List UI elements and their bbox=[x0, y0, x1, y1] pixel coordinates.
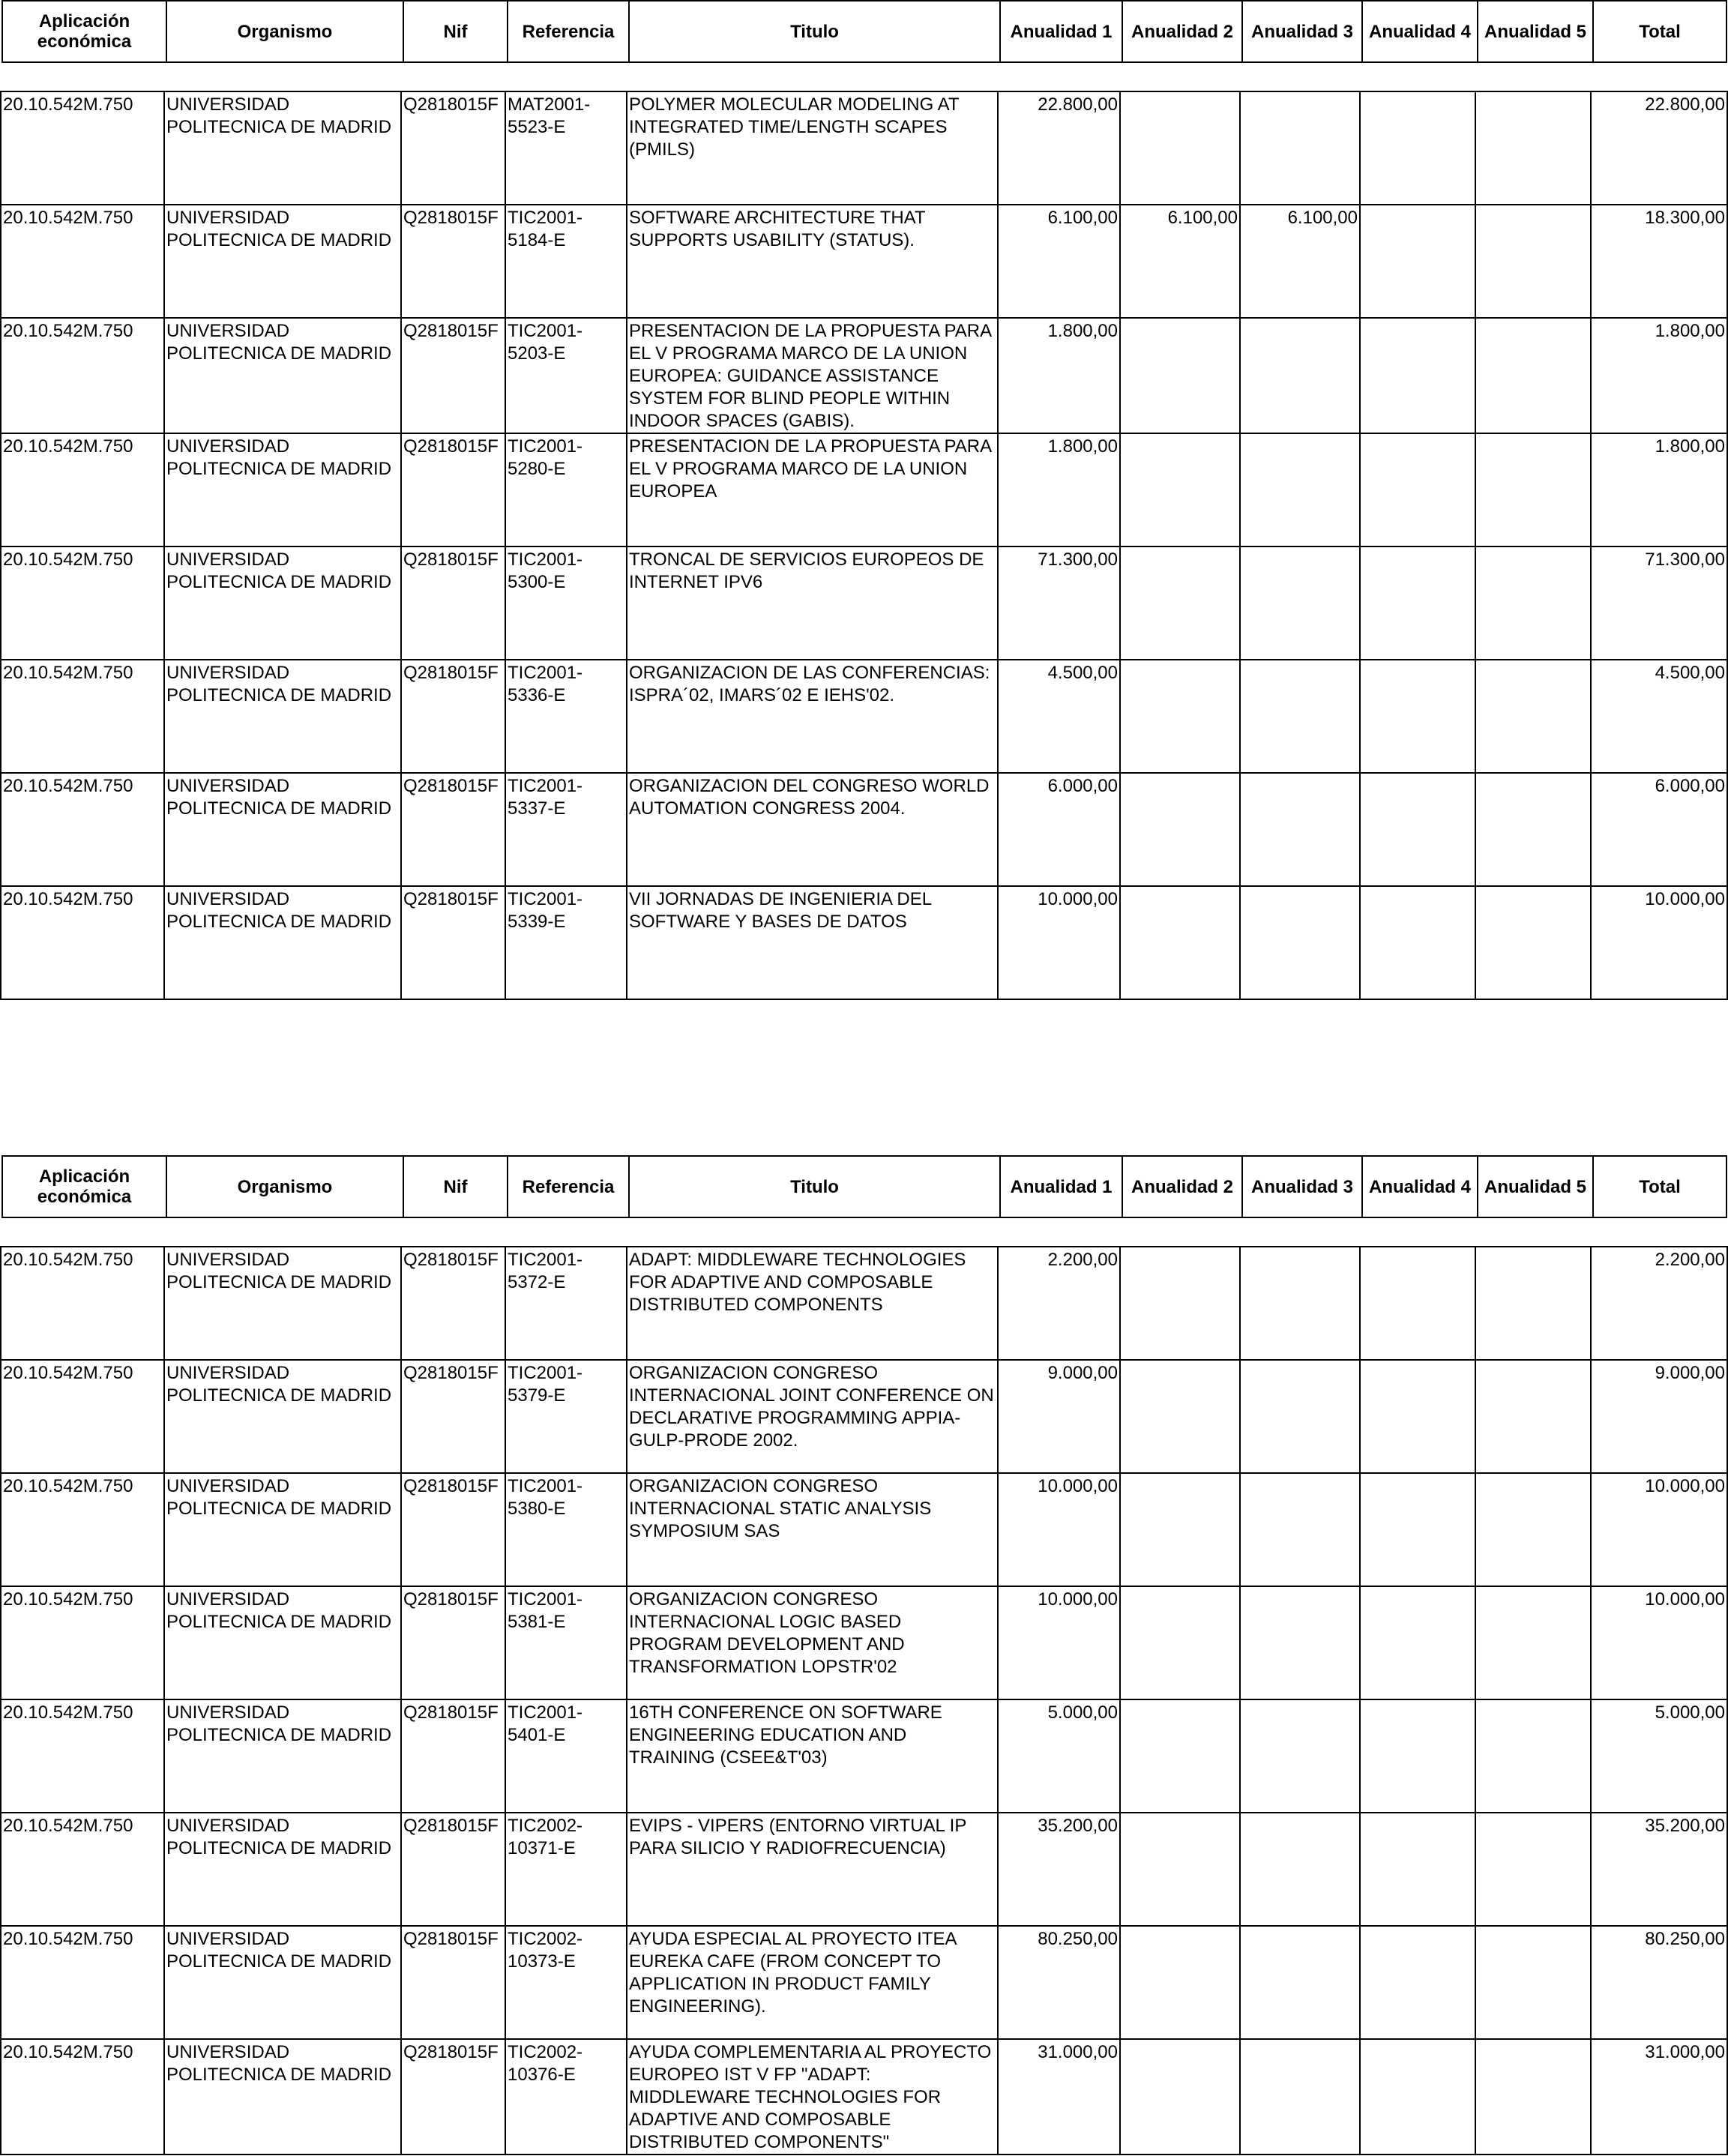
cell-anualidad-2 bbox=[1120, 433, 1240, 546]
cell-aplicacion: 20.10.542M.750 bbox=[1, 2039, 164, 2155]
cell-aplicacion: 20.10.542M.750 bbox=[1, 318, 164, 433]
header-aplicacion: Aplicación económica bbox=[2, 1, 166, 62]
cell-nif: Q2818015F bbox=[401, 1699, 505, 1813]
cell-organismo: UNIVERSIDAD POLITECNICA DE MADRID bbox=[164, 2039, 401, 2155]
cell-anualidad-3 bbox=[1240, 2039, 1360, 2155]
cell-anualidad-1: 5.000,00 bbox=[998, 1699, 1120, 1813]
cell-anualidad-4 bbox=[1360, 1926, 1475, 2039]
cell-aplicacion: 20.10.542M.750 bbox=[1, 205, 164, 318]
cell-anualidad-3 bbox=[1240, 91, 1360, 205]
cell-organismo: UNIVERSIDAD POLITECNICA DE MADRID bbox=[164, 546, 401, 660]
cell-titulo: ORGANIZACION CONGRESO INTERNACIONAL STATIC ANALYSIS SYMPOSIUM SAS bbox=[627, 1473, 998, 1586]
cell-total: 1.800,00 bbox=[1591, 318, 1727, 433]
cell-anualidad-4 bbox=[1360, 433, 1475, 546]
cell-anualidad-2 bbox=[1120, 1813, 1240, 1926]
cell-anualidad-5 bbox=[1475, 660, 1591, 773]
header-total: Total bbox=[1593, 1156, 1727, 1217]
cell-referencia: TIC2001- 5339-E bbox=[505, 886, 627, 999]
cell-nif: Q2818015F bbox=[401, 1926, 505, 2039]
cell-anualidad-5 bbox=[1475, 318, 1591, 433]
cell-referencia: TIC2001- 5184-E bbox=[505, 205, 627, 318]
cell-nif: Q2818015F bbox=[401, 773, 505, 886]
cell-anualidad-2 bbox=[1120, 1247, 1240, 1360]
cell-anualidad-2 bbox=[1120, 660, 1240, 773]
cell-titulo: AYUDA COMPLEMENTARIA AL PROYECTO EUROPEO IST V FP "ADAPT: MIDDLEWARE TECHNOLOGIES FOR ADAPTIVE AND COMPOSABLE DISTRIBUTED COMPONENTS" bbox=[627, 2039, 998, 2155]
header-row bbox=[2, 1, 1727, 62]
cell-titulo: VII JORNADAS DE INGENIERIA DEL SOFTWARE Y BASES DE DATOS bbox=[627, 886, 998, 999]
cell-nif: Q2818015F bbox=[401, 318, 505, 433]
cell-total: 71.300,00 bbox=[1591, 546, 1727, 660]
cell-nif: Q2818015F bbox=[401, 433, 505, 546]
cell-total: 22.800,00 bbox=[1591, 91, 1727, 205]
cell-referencia: TIC2001- 5381-E bbox=[505, 1586, 627, 1699]
table-row bbox=[1, 433, 1727, 546]
cell-titulo: EVIPS - VIPERS (ENTORNO VIRTUAL IP PARA SILICIO Y RADIOFRECUENCIA) bbox=[627, 1813, 998, 1926]
cell-total: 31.000,00 bbox=[1591, 2039, 1727, 2155]
cell-anualidad-3 bbox=[1240, 886, 1360, 999]
cell-anualidad-2 bbox=[1120, 1699, 1240, 1813]
cell-anualidad-2 bbox=[1120, 2039, 1240, 2155]
header-anualidad-4: Anualidad 4 bbox=[1362, 1, 1478, 62]
cell-titulo: ORGANIZACION DEL CONGRESO WORLD AUTOMATION CONGRESS 2004. bbox=[627, 773, 998, 886]
cell-aplicacion: 20.10.542M.750 bbox=[1, 1926, 164, 2039]
cell-titulo: ORGANIZACION CONGRESO INTERNACIONAL JOINT CONFERENCE ON DECLARATIVE PROGRAMMING APPIA- GULP-PRODE 2002. bbox=[627, 1360, 998, 1473]
cell-titulo: ORGANIZACION CONGRESO INTERNACIONAL LOGIC BASED PROGRAM DEVELOPMENT AND TRANSFORMATION LOPSTR'02 bbox=[627, 1586, 998, 1699]
cell-anualidad-4 bbox=[1360, 2039, 1475, 2155]
table-row bbox=[1, 91, 1727, 205]
table-row bbox=[1, 318, 1727, 433]
cell-anualidad-5 bbox=[1475, 886, 1591, 999]
cell-anualidad-2 bbox=[1120, 1926, 1240, 2039]
cell-anualidad-5 bbox=[1475, 205, 1591, 318]
cell-aplicacion: 20.10.542M.750 bbox=[1, 433, 164, 546]
cell-total: 80.250,00 bbox=[1591, 1926, 1727, 2039]
cell-anualidad-3 bbox=[1240, 773, 1360, 886]
cell-total: 10.000,00 bbox=[1591, 886, 1727, 999]
cell-referencia: TIC2001- 5372-E bbox=[505, 1247, 627, 1360]
cell-total: 35.200,00 bbox=[1591, 1813, 1727, 1926]
cell-anualidad-1: 9.000,00 bbox=[998, 1360, 1120, 1473]
cell-anualidad-3 bbox=[1240, 433, 1360, 546]
cell-organismo: UNIVERSIDAD POLITECNICA DE MADRID bbox=[164, 1473, 401, 1586]
cell-referencia: TIC2001- 5300-E bbox=[505, 546, 627, 660]
cell-total: 6.000,00 bbox=[1591, 773, 1727, 886]
table-row bbox=[1, 2039, 1727, 2155]
cell-anualidad-2 bbox=[1120, 91, 1240, 205]
cell-referencia: TIC2001- 5280-E bbox=[505, 433, 627, 546]
header-row bbox=[2, 1156, 1727, 1217]
header-anualidad-5: Anualidad 5 bbox=[1478, 1, 1593, 62]
cell-anualidad-3 bbox=[1240, 1813, 1360, 1926]
cell-anualidad-1: 6.100,00 bbox=[998, 205, 1120, 318]
cell-aplicacion: 20.10.542M.750 bbox=[1, 660, 164, 773]
table-row bbox=[1, 546, 1727, 660]
cell-anualidad-1: 1.800,00 bbox=[998, 318, 1120, 433]
cell-anualidad-2 bbox=[1120, 1473, 1240, 1586]
cell-aplicacion: 20.10.542M.750 bbox=[1, 1699, 164, 1813]
header-table bbox=[1, 1155, 1727, 1218]
header-titulo: Titulo bbox=[629, 1, 1000, 62]
cell-anualidad-1: 80.250,00 bbox=[998, 1926, 1120, 2039]
header-anualidad-2: Anualidad 2 bbox=[1122, 1156, 1242, 1217]
cell-organismo: UNIVERSIDAD POLITECNICA DE MADRID bbox=[164, 886, 401, 999]
cell-titulo: SOFTWARE ARCHITECTURE THAT SUPPORTS USABILITY (STATUS). bbox=[627, 205, 998, 318]
cell-nif: Q2818015F bbox=[401, 1473, 505, 1586]
cell-anualidad-1: 10.000,00 bbox=[998, 1586, 1120, 1699]
cell-organismo: UNIVERSIDAD POLITECNICA DE MADRID bbox=[164, 660, 401, 773]
cell-titulo: POLYMER MOLECULAR MODELING AT INTEGRATED TIME/LENGTH SCAPES (PMILS) bbox=[627, 91, 998, 205]
table-row bbox=[1, 660, 1727, 773]
cell-aplicacion: 20.10.542M.750 bbox=[1, 1813, 164, 1926]
cell-anualidad-5 bbox=[1475, 1813, 1591, 1926]
cell-organismo: UNIVERSIDAD POLITECNICA DE MADRID bbox=[164, 773, 401, 886]
header-anualidad-3: Anualidad 3 bbox=[1242, 1, 1362, 62]
cell-total: 4.500,00 bbox=[1591, 660, 1727, 773]
cell-anualidad-1: 6.000,00 bbox=[998, 773, 1120, 886]
cell-anualidad-1: 10.000,00 bbox=[998, 886, 1120, 999]
cell-aplicacion: 20.10.542M.750 bbox=[1, 91, 164, 205]
cell-anualidad-5 bbox=[1475, 1473, 1591, 1586]
cell-anualidad-4 bbox=[1360, 773, 1475, 886]
table-row bbox=[1, 1926, 1727, 2039]
cell-anualidad-2 bbox=[1120, 318, 1240, 433]
table-row bbox=[1, 1247, 1727, 1360]
header-organismo: Organismo bbox=[166, 1, 403, 62]
cell-anualidad-5 bbox=[1475, 1699, 1591, 1813]
cell-anualidad-3 bbox=[1240, 1926, 1360, 2039]
cell-anualidad-4 bbox=[1360, 1813, 1475, 1926]
cell-anualidad-5 bbox=[1475, 1926, 1591, 2039]
cell-anualidad-4 bbox=[1360, 205, 1475, 318]
cell-anualidad-2 bbox=[1120, 546, 1240, 660]
cell-anualidad-1: 2.200,00 bbox=[998, 1247, 1120, 1360]
cell-titulo: PRESENTACION DE LA PROPUESTA PARA EL V PROGRAMA MARCO DE LA UNION EUROPEA bbox=[627, 433, 998, 546]
cell-nif: Q2818015F bbox=[401, 2039, 505, 2155]
cell-anualidad-1: 4.500,00 bbox=[998, 660, 1120, 773]
cell-anualidad-4 bbox=[1360, 1699, 1475, 1813]
cell-anualidad-5 bbox=[1475, 433, 1591, 546]
cell-aplicacion: 20.10.542M.750 bbox=[1, 773, 164, 886]
cell-anualidad-4 bbox=[1360, 1360, 1475, 1473]
cell-nif: Q2818015F bbox=[401, 205, 505, 318]
cell-referencia: TIC2002- 10376-E bbox=[505, 2039, 627, 2155]
cell-anualidad-4 bbox=[1360, 546, 1475, 660]
cell-nif: Q2818015F bbox=[401, 1813, 505, 1926]
cell-anualidad-4 bbox=[1360, 91, 1475, 205]
cell-anualidad-3 bbox=[1240, 546, 1360, 660]
data-table bbox=[0, 1246, 1728, 2155]
cell-aplicacion: 20.10.542M.750 bbox=[1, 1586, 164, 1699]
cell-nif: Q2818015F bbox=[401, 886, 505, 999]
cell-total: 18.300,00 bbox=[1591, 205, 1727, 318]
cell-total: 5.000,00 bbox=[1591, 1699, 1727, 1813]
cell-anualidad-3: 6.100,00 bbox=[1240, 205, 1360, 318]
cell-anualidad-4 bbox=[1360, 318, 1475, 433]
cell-anualidad-2 bbox=[1120, 1360, 1240, 1473]
header-anualidad-1: Anualidad 1 bbox=[1000, 1156, 1122, 1217]
cell-aplicacion: 20.10.542M.750 bbox=[1, 546, 164, 660]
cell-organismo: UNIVERSIDAD POLITECNICA DE MADRID bbox=[164, 1926, 401, 2039]
cell-anualidad-4 bbox=[1360, 1586, 1475, 1699]
cell-anualidad-5 bbox=[1475, 546, 1591, 660]
cell-organismo: UNIVERSIDAD POLITECNICA DE MADRID bbox=[164, 91, 401, 205]
cell-referencia: TIC2001- 5336-E bbox=[505, 660, 627, 773]
cell-anualidad-4 bbox=[1360, 660, 1475, 773]
header-total: Total bbox=[1593, 1, 1727, 62]
cell-anualidad-2 bbox=[1120, 1586, 1240, 1699]
cell-anualidad-4 bbox=[1360, 1473, 1475, 1586]
cell-organismo: UNIVERSIDAD POLITECNICA DE MADRID bbox=[164, 205, 401, 318]
cell-nif: Q2818015F bbox=[401, 1247, 505, 1360]
table-row bbox=[1, 1360, 1727, 1473]
cell-anualidad-3 bbox=[1240, 1360, 1360, 1473]
cell-anualidad-2 bbox=[1120, 773, 1240, 886]
header-anualidad-4: Anualidad 4 bbox=[1362, 1156, 1478, 1217]
table-row bbox=[1, 1699, 1727, 1813]
cell-anualidad-2 bbox=[1120, 886, 1240, 999]
cell-nif: Q2818015F bbox=[401, 660, 505, 773]
table-row bbox=[1, 886, 1727, 999]
header-anualidad-2: Anualidad 2 bbox=[1122, 1, 1242, 62]
cell-anualidad-4 bbox=[1360, 1247, 1475, 1360]
cell-total: 2.200,00 bbox=[1591, 1247, 1727, 1360]
header-nif: Nif bbox=[403, 1, 508, 62]
cell-referencia: TIC2001- 5203-E bbox=[505, 318, 627, 433]
cell-referencia: TIC2002- 10371-E bbox=[505, 1813, 627, 1926]
cell-referencia: TIC2001- 5379-E bbox=[505, 1360, 627, 1473]
cell-anualidad-3 bbox=[1240, 318, 1360, 433]
cell-anualidad-3 bbox=[1240, 1473, 1360, 1586]
header-titulo: Titulo bbox=[629, 1156, 1000, 1217]
header-nif: Nif bbox=[403, 1156, 508, 1217]
cell-anualidad-3 bbox=[1240, 660, 1360, 773]
header-aplicacion: Aplicación económica bbox=[2, 1156, 166, 1217]
cell-titulo: PRESENTACION DE LA PROPUESTA PARA EL V PROGRAMA MARCO DE LA UNION EUROPEA: GUIDANCE ASSISTANCE SYSTEM FOR BLIND PEOPLE WITHIN INDOOR SPACES (GABIS). bbox=[627, 318, 998, 433]
cell-anualidad-1: 31.000,00 bbox=[998, 2039, 1120, 2155]
cell-anualidad-1: 1.800,00 bbox=[998, 433, 1120, 546]
cell-aplicacion: 20.10.542M.750 bbox=[1, 1247, 164, 1360]
cell-referencia: TIC2002- 10373-E bbox=[505, 1926, 627, 2039]
cell-referencia: TIC2001- 5380-E bbox=[505, 1473, 627, 1586]
cell-nif: Q2818015F bbox=[401, 1586, 505, 1699]
header-anualidad-1: Anualidad 1 bbox=[1000, 1, 1122, 62]
cell-titulo: AYUDA ESPECIAL AL PROYECTO ITEA EUREKA CAFE (FROM CONCEPT TO APPLICATION IN PRODUCT FAMILY ENGINEERING). bbox=[627, 1926, 998, 2039]
cell-anualidad-3 bbox=[1240, 1586, 1360, 1699]
header-referencia: Referencia bbox=[508, 1156, 629, 1217]
cell-organismo: UNIVERSIDAD POLITECNICA DE MADRID bbox=[164, 1699, 401, 1813]
cell-titulo: ADAPT: MIDDLEWARE TECHNOLOGIES FOR ADAPTIVE AND COMPOSABLE DISTRIBUTED COMPONENTS bbox=[627, 1247, 998, 1360]
cell-anualidad-5 bbox=[1475, 1360, 1591, 1473]
cell-nif: Q2818015F bbox=[401, 91, 505, 205]
cell-organismo: UNIVERSIDAD POLITECNICA DE MADRID bbox=[164, 433, 401, 546]
cell-anualidad-5 bbox=[1475, 2039, 1591, 2155]
cell-total: 9.000,00 bbox=[1591, 1360, 1727, 1473]
cell-anualidad-2: 6.100,00 bbox=[1120, 205, 1240, 318]
header-organismo: Organismo bbox=[166, 1156, 403, 1217]
cell-aplicacion: 20.10.542M.750 bbox=[1, 886, 164, 999]
cell-total: 1.800,00 bbox=[1591, 433, 1727, 546]
cell-anualidad-1: 10.000,00 bbox=[998, 1473, 1120, 1586]
header-table bbox=[1, 0, 1727, 63]
cell-aplicacion: 20.10.542M.750 bbox=[1, 1473, 164, 1586]
header-anualidad-5: Anualidad 5 bbox=[1478, 1156, 1593, 1217]
header-anualidad-3: Anualidad 3 bbox=[1242, 1156, 1362, 1217]
table-row bbox=[1, 773, 1727, 886]
cell-anualidad-3 bbox=[1240, 1247, 1360, 1360]
header-referencia: Referencia bbox=[508, 1, 629, 62]
cell-total: 10.000,00 bbox=[1591, 1473, 1727, 1586]
table-row bbox=[1, 1473, 1727, 1586]
cell-anualidad-4 bbox=[1360, 886, 1475, 999]
cell-nif: Q2818015F bbox=[401, 1360, 505, 1473]
cell-anualidad-5 bbox=[1475, 773, 1591, 886]
cell-aplicacion: 20.10.542M.750 bbox=[1, 1360, 164, 1473]
cell-organismo: UNIVERSIDAD POLITECNICA DE MADRID bbox=[164, 1360, 401, 1473]
cell-organismo: UNIVERSIDAD POLITECNICA DE MADRID bbox=[164, 318, 401, 433]
cell-total: 10.000,00 bbox=[1591, 1586, 1727, 1699]
cell-referencia: TIC2001- 5401-E bbox=[505, 1699, 627, 1813]
data-table bbox=[0, 91, 1728, 1000]
cell-nif: Q2818015F bbox=[401, 546, 505, 660]
cell-anualidad-1: 22.800,00 bbox=[998, 91, 1120, 205]
cell-titulo: 16TH CONFERENCE ON SOFTWARE ENGINEERING EDUCATION AND TRAINING (CSEE&T'03) bbox=[627, 1699, 998, 1813]
cell-anualidad-5 bbox=[1475, 1247, 1591, 1360]
cell-organismo: UNIVERSIDAD POLITECNICA DE MADRID bbox=[164, 1813, 401, 1926]
table-row bbox=[1, 1813, 1727, 1926]
cell-anualidad-5 bbox=[1475, 91, 1591, 205]
cell-referencia: TIC2001- 5337-E bbox=[505, 773, 627, 886]
table-row bbox=[1, 1586, 1727, 1699]
cell-titulo: ORGANIZACION DE LAS CONFERENCIAS: ISPRA´02, IMARS´02 E IEHS'02. bbox=[627, 660, 998, 773]
cell-anualidad-5 bbox=[1475, 1586, 1591, 1699]
cell-titulo: TRONCAL DE SERVICIOS EUROPEOS DE INTERNET IPV6 bbox=[627, 546, 998, 660]
cell-anualidad-3 bbox=[1240, 1699, 1360, 1813]
cell-organismo: UNIVERSIDAD POLITECNICA DE MADRID bbox=[164, 1247, 401, 1360]
table-row bbox=[1, 205, 1727, 318]
cell-anualidad-1: 71.300,00 bbox=[998, 546, 1120, 660]
cell-referencia: MAT2001- 5523-E bbox=[505, 91, 627, 205]
cell-organismo: UNIVERSIDAD POLITECNICA DE MADRID bbox=[164, 1586, 401, 1699]
cell-anualidad-1: 35.200,00 bbox=[998, 1813, 1120, 1926]
